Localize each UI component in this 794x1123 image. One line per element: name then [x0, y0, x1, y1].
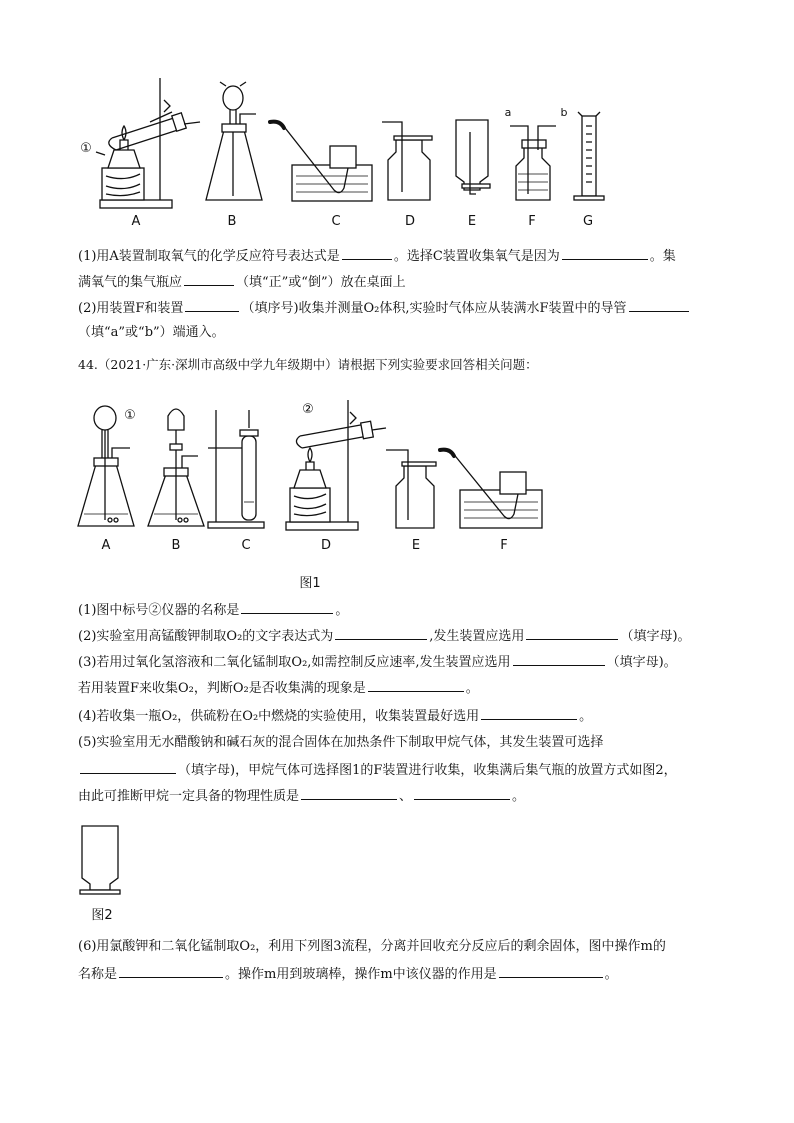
apparatus-g: [574, 112, 604, 200]
blank-q44-9[interactable]: [414, 786, 510, 800]
q44-line-9: (6)用氯酸钾和二氧化锰制取O₂，利用下列图3流程，分离并回收充分反应后的剩余固体，图中操作m的: [78, 939, 666, 954]
q44-line-4: 若用装置F来收集O₂，判断O₂是否收集满的现象是 。: [78, 678, 738, 698]
fig1-caption: 图1: [299, 576, 321, 591]
q44-line-7: （填字母)，甲烷气体可选择图1的F装置进行收集，收集满后集气瓶的放置方式如图2，: [78, 760, 738, 780]
port-a-label: a: [504, 106, 512, 119]
blank-q43-5[interactable]: [629, 298, 689, 312]
fig1-label-b: B: [171, 538, 181, 553]
apparatus-b: [206, 82, 262, 200]
apparatus-d: [382, 122, 432, 200]
blank-q44-3[interactable]: [526, 626, 618, 640]
q43-line-2: 满氧气的集气瓶应 （填“正”或“倒”）放在桌面上: [78, 272, 738, 292]
blank-q44-6[interactable]: [481, 706, 577, 720]
fig1-apparatus-c: [208, 410, 264, 528]
q44-line-2: (2)实验室用高锰酸钾制取O₂的文字表达式为 ,发生装置应选用 （填字母)。: [78, 626, 738, 646]
q43-line-4: （填“a”或“b”）端通入。: [78, 325, 225, 340]
fig1-label-c: C: [241, 538, 251, 553]
blank-q44-7[interactable]: [80, 760, 176, 774]
apparatus-c: [270, 122, 372, 201]
apparatus-a: [96, 78, 200, 208]
fig1-apparatus-f: [440, 450, 542, 528]
fig1-apparatus-b: [148, 409, 204, 526]
blank-q44-4[interactable]: [513, 652, 605, 666]
port-b-label: b: [560, 106, 568, 119]
blank-q43-2[interactable]: [562, 246, 648, 260]
label-e: E: [467, 214, 477, 229]
q44-line-8: 由此可推断甲烷一定具备的物理性质是 、 。: [78, 786, 738, 806]
fig1-apparatus-e: [386, 450, 436, 528]
q44-line-6: (5)实验室用无水醋酸钠和碱石灰的混合固体在加热条件下制取甲烷气体，其发生装置可选择: [78, 735, 604, 750]
fig1-label-e: E: [411, 538, 421, 553]
apparatus-f: [510, 126, 556, 200]
fig2-caption: 图2: [91, 908, 113, 923]
marker-circled-1: ①: [80, 141, 92, 156]
blank-q43-4[interactable]: [185, 298, 239, 312]
blank-q43-3[interactable]: [184, 272, 234, 286]
fig1-apparatus-a: [78, 406, 134, 526]
label-d: D: [404, 214, 415, 229]
blank-q44-10[interactable]: [119, 964, 223, 978]
blank-q44-5[interactable]: [368, 678, 464, 692]
fig1-label-a: A: [101, 538, 111, 553]
label-c: C: [331, 214, 341, 229]
q44-line-3: (3)若用过氧化氢溶液和二氧化锰制取O₂,如需控制反应速率,发生装置应选用 （填字母)。: [78, 652, 738, 672]
fig1-marker-2: ②: [302, 402, 314, 417]
blank-q44-11[interactable]: [499, 964, 603, 978]
blank-q43-1[interactable]: [342, 246, 392, 260]
apparatus-figure-top: [0, 0, 794, 230]
apparatus-figure-2: [76, 822, 136, 902]
q43-line-1: (1)用A装置制取氧气的化学反应符号表达式是 。选择C装置收集氧气是因为 。集: [78, 246, 738, 266]
blank-q44-1[interactable]: [241, 600, 333, 614]
label-a: A: [131, 214, 141, 229]
blank-q44-8[interactable]: [301, 786, 397, 800]
fig1-label-d: D: [320, 538, 331, 553]
q44-line-5: (4)若收集一瓶O₂，供硫粉在O₂中燃烧的实验使用，收集装置最好选用 。: [78, 706, 738, 726]
q44-header: 44.（2021·广东·深圳市高级中学九年级期中）请根据下列实验要求回答相关问题：: [78, 357, 538, 372]
apparatus-e: [456, 120, 490, 194]
label-b: B: [227, 214, 237, 229]
label-g: G: [582, 214, 594, 229]
q43-line-3: (2)用装置F和装置 （填序号)收集并测量O₂体积,实验时气体应从装满水F装置中的导管: [78, 298, 738, 318]
fig1-label-f: F: [500, 538, 508, 553]
label-f: F: [528, 214, 536, 229]
q44-line-1: (1)图中标号②仪器的名称是 。: [78, 600, 738, 620]
q44-line-10: 名称是 。操作m用到玻璃棒，操作m中该仪器的作用是 。: [78, 964, 738, 984]
apparatus-figure-1: [0, 390, 794, 560]
fig1-marker-1: ①: [124, 408, 136, 423]
blank-q44-2[interactable]: [335, 626, 427, 640]
fig1-apparatus-d: [286, 400, 386, 530]
